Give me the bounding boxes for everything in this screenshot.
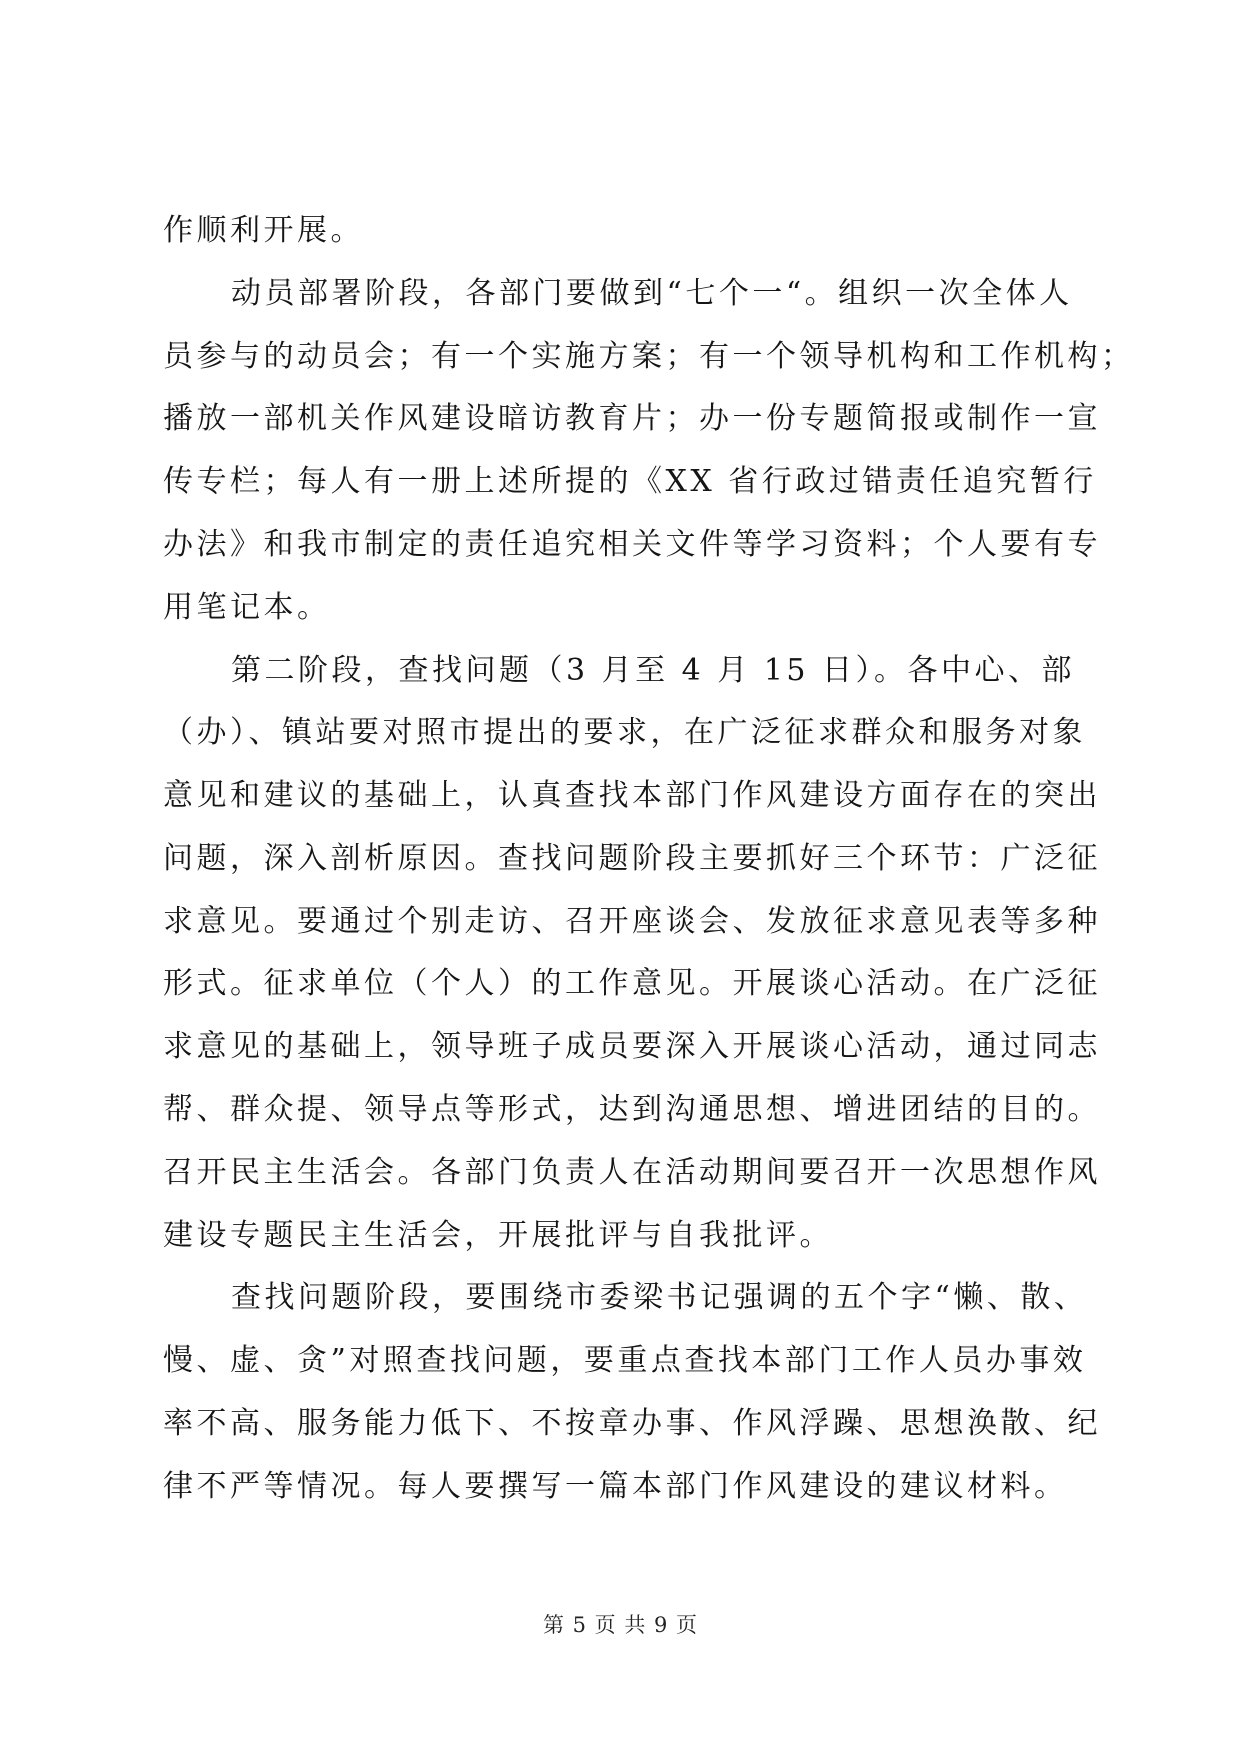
text-line: 用笔记本。: [163, 590, 331, 625]
text-line: 求意见。要通过个别走访、召开座谈会、发放征求意见表等多种: [163, 904, 1101, 939]
paragraph-start-line: 第二阶段，查找问题（3 月至 4 月 15 日）。各中心、部: [231, 653, 1076, 688]
text-line: 律不严等情况。每人要撰写一篇本部门作风建设的建议材料。: [163, 1469, 1068, 1504]
text-line: 帮、群众提、领导点等形式，达到沟通思想、增进团结的目的。: [163, 1092, 1101, 1127]
text-line: （办）、镇站要对照市提出的要求，在广泛征求群众和服务对象: [163, 715, 1086, 750]
paragraph-start-line: 查找问题阶段，要围绕市委梁书记强调的五个字“懒、散、: [231, 1280, 1088, 1315]
text-line: 作顺利开展。: [163, 213, 364, 248]
text-line: 率不高、服务能力低下、不按章办事、作风浮躁、思想涣散、纪: [163, 1406, 1101, 1441]
text-line: 形式。征求单位（个人）的工作意见。开展谈心活动。在广泛征: [163, 966, 1101, 1001]
text-line: 传专栏；每人有一册上述所提的《XX 省行政过错责任追究暂行: [163, 464, 1097, 499]
text-line: 员参与的动员会；有一个实施方案；有一个领导机构和工作机构；: [163, 339, 1135, 374]
page-number-footer: 第 5 页 共 9 页: [542, 1613, 699, 1637]
text-line: 办法》和我市制定的责任追究相关文件等学习资料；个人要有专: [163, 527, 1101, 562]
paragraph-start-line: 动员部署阶段，各部门要做到“七个一“。组织一次全体人: [231, 276, 1073, 311]
text-line: 问题，深入剖析原因。查找问题阶段主要抓好三个环节：广泛征: [163, 841, 1101, 876]
text-line: 慢、虚、贪”对照查找问题，要重点查找本部门工作人员办事效: [163, 1343, 1087, 1378]
text-line: 求意见的基础上，领导班子成员要深入开展谈心活动，通过同志: [163, 1029, 1101, 1064]
text-line: 意见和建议的基础上，认真查找本部门作风建设方面存在的突出: [163, 778, 1101, 813]
text-line: 建设专题民主生活会，开展批评与自我批评。: [163, 1218, 833, 1253]
text-line: 播放一部机关作风建设暗访教育片；办一份专题简报或制作一宣: [163, 401, 1101, 436]
text-line: 召开民主生活会。各部门负责人在活动期间要召开一次思想作风: [163, 1155, 1101, 1190]
